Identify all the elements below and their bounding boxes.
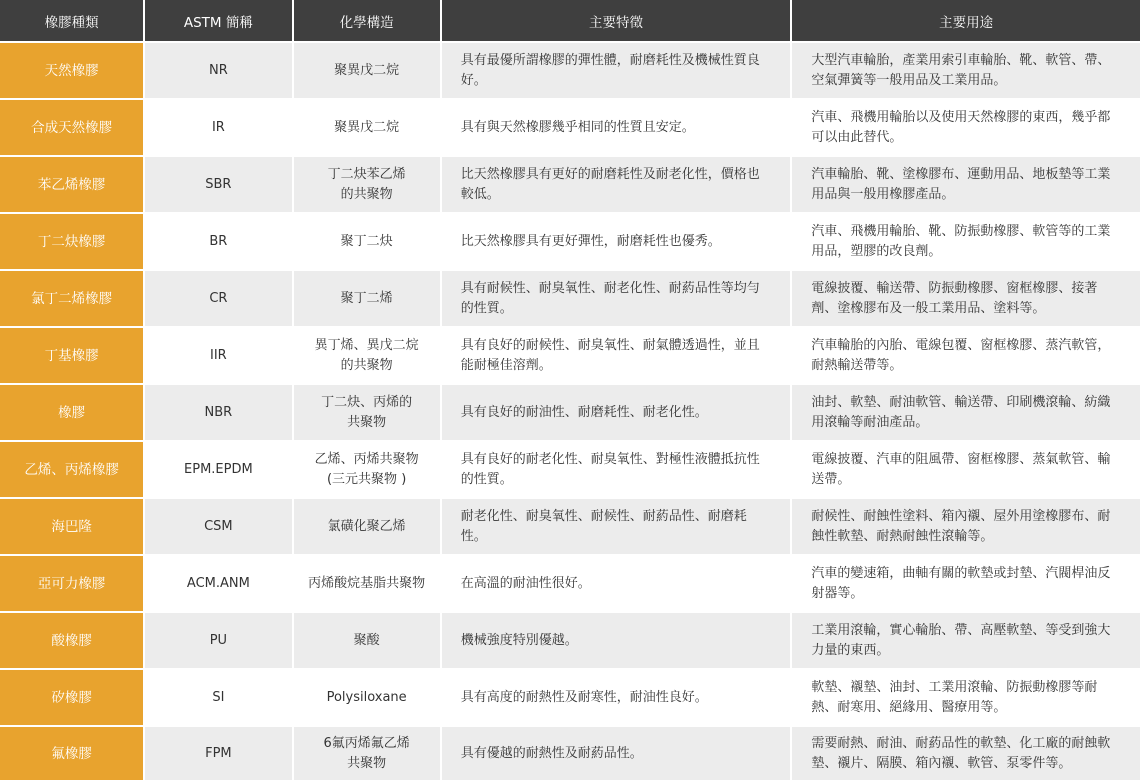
cell-chemical-structure: 聚酸 [294,613,440,670]
table-row [0,727,1140,782]
cell-chemical-structure: 丁二炔苯乙烯 的共聚物 [294,157,440,214]
cell-chemical-structure: 丁二炔、丙烯的 共聚物 [294,385,440,442]
cell-astm: PU [145,613,291,670]
cell-astm: NR [145,43,291,100]
cell-main-features: 具有耐候性、耐臭氧性、耐老化性、耐葯品性等均勻的性質。 [442,271,791,328]
cell-chemical-structure: 乙烯、丙烯共聚物 (三元共聚物 ) [294,442,440,499]
cell-rubber-type: 矽橡膠 [0,670,143,727]
cell-main-uses: 需要耐熱、耐油、耐葯品性的軟墊、化工廠的耐蝕軟墊、襯片、隔膜、箱內襯、軟管、泵零件等。 [792,727,1140,782]
cell-chemical-structure: 聚丁二炔 [294,214,440,271]
cell-rubber-type: 丁二炔橡膠 [0,214,143,271]
cell-main-uses: 汽車的變速箱，曲軸有關的軟墊或封墊、汽閥桿油反射器等。 [792,556,1140,613]
cell-main-features: 具有高度的耐熱性及耐寒性，耐油性良好。 [442,670,791,727]
cell-astm: SI [145,670,291,727]
cell-astm: SBR [145,157,291,214]
header-main-uses: 主要用途 [792,0,1140,43]
cell-rubber-type: 合成天然橡膠 [0,100,143,157]
cell-main-uses: 汽車、飛機用輪胎以及使用天然橡膠的東西，幾乎都可以由此替代。 [792,100,1140,157]
cell-main-uses: 耐候性、耐蝕性塗料、箱內襯、屋外用塗橡膠布、耐蝕性軟墊、耐熱耐蝕性滾輪等。 [792,499,1140,556]
cell-rubber-type: 苯乙烯橡膠 [0,157,143,214]
table-body [0,43,1140,782]
cell-astm: ACM.ANM [145,556,291,613]
header-main-features: 主要特徵 [442,0,791,43]
cell-main-features: 具有最優所謂橡膠的彈性體，耐磨耗性及機械性質良好。 [442,43,791,100]
cell-chemical-structure: 異丁烯、異戊二烷 的共聚物 [294,328,440,385]
table-row [0,157,1140,214]
header-chemical-structure: 化學構造 [294,0,440,43]
table-row [0,613,1140,670]
cell-main-uses: 大型汽車輪胎，產業用索引車輪胎、靴、軟管、帶、空氣彈簧等一般用品及工業用品。 [792,43,1140,100]
cell-chemical-structure: 聚丁二烯 [294,271,440,328]
cell-rubber-type: 亞可力橡膠 [0,556,143,613]
cell-main-features: 耐老化性、耐臭氧性、耐候性、耐葯品性、耐磨耗性。 [442,499,791,556]
cell-main-uses: 汽車、飛機用輪胎、靴、防振動橡膠、軟管等的工業用品，塑膠的改良劑。 [792,214,1140,271]
header-astm: ASTM 簡稱 [145,0,291,43]
table-row [0,442,1140,499]
cell-main-uses: 工業用滾輪，實心輪胎、帶、高壓軟墊、等受到強大力量的東西。 [792,613,1140,670]
cell-rubber-type: 海巴隆 [0,499,143,556]
cell-main-features: 具有優越的耐熱性及耐葯品性。 [442,727,791,782]
table-row [0,499,1140,556]
cell-main-features: 在高溫的耐油性很好。 [442,556,791,613]
cell-main-features: 具有良好的耐油性、耐磨耗性、耐老化性。 [442,385,791,442]
cell-rubber-type: 酸橡膠 [0,613,143,670]
cell-rubber-type: 乙烯、丙烯橡膠 [0,442,143,499]
cell-rubber-type: 氯丁二烯橡膠 [0,271,143,328]
cell-chemical-structure: 丙烯酸烷基脂共聚物 [294,556,440,613]
table-row [0,43,1140,100]
cell-astm: EPM.EPDM [145,442,291,499]
cell-main-uses: 電線披覆、輸送帶、防振動橡膠、窗框橡膠、接著劑、塗橡膠布及一般工業用品、塗料等。 [792,271,1140,328]
cell-chemical-structure: 聚異戊二烷 [294,100,440,157]
table-row [0,100,1140,157]
table-row [0,328,1140,385]
cell-rubber-type: 丁基橡膠 [0,328,143,385]
cell-rubber-type: 橡膠 [0,385,143,442]
cell-main-features: 具有良好的耐候性、耐臭氧性、耐氣體透過性，並且能耐極佳溶劑。 [442,328,791,385]
cell-main-features: 比天然橡膠具有更好的耐磨耗性及耐老化性，價格也較低。 [442,157,791,214]
cell-main-features: 具有與天然橡膠幾乎相同的性質且安定。 [442,100,791,157]
cell-main-uses: 電線披覆、汽車的阻風帶、窗框橡膠、蒸氣軟管、輸送帶。 [792,442,1140,499]
cell-main-uses: 油封、軟墊、耐油軟管、輸送帶、印刷機滾輪、紡織用滾輪等耐油產品。 [792,385,1140,442]
cell-rubber-type: 天然橡膠 [0,43,143,100]
cell-chemical-structure: 氯磺化聚乙烯 [294,499,440,556]
cell-chemical-structure: 聚異戊二烷 [294,43,440,100]
header-row [0,0,1140,43]
table-row [0,556,1140,613]
cell-astm: BR [145,214,291,271]
cell-main-features: 具有良好的耐老化性、耐臭氧性、對極性液體抵抗性的性質。 [442,442,791,499]
table-row [0,670,1140,727]
table-row [0,271,1140,328]
cell-astm: FPM [145,727,291,782]
cell-main-uses: 汽車輪胎、靴、塗橡膠布、運動用品、地板墊等工業用品與一般用橡膠產品。 [792,157,1140,214]
cell-astm: IIR [145,328,291,385]
table-row [0,214,1140,271]
header-rubber-type: 橡膠種類 [0,0,143,43]
cell-main-uses: 軟墊、襯墊、油封、工業用滾輪、防振動橡膠等耐熱、耐寒用、絕緣用、醫療用等。 [792,670,1140,727]
cell-chemical-structure: 6氟丙烯氟乙烯 共聚物 [294,727,440,782]
cell-chemical-structure: Polysiloxane [294,670,440,727]
cell-main-features: 比天然橡膠具有更好彈性，耐磨耗性也優秀。 [442,214,791,271]
cell-astm: CR [145,271,291,328]
table-row [0,385,1140,442]
cell-astm: IR [145,100,291,157]
cell-astm: NBR [145,385,291,442]
cell-main-features: 機械強度特別優越。 [442,613,791,670]
cell-astm: CSM [145,499,291,556]
cell-rubber-type: 氟橡膠 [0,727,143,782]
cell-main-uses: 汽車輪胎的內胎、電線包覆、窗框橡膠、蒸汽軟管，耐熱輸送帶等。 [792,328,1140,385]
